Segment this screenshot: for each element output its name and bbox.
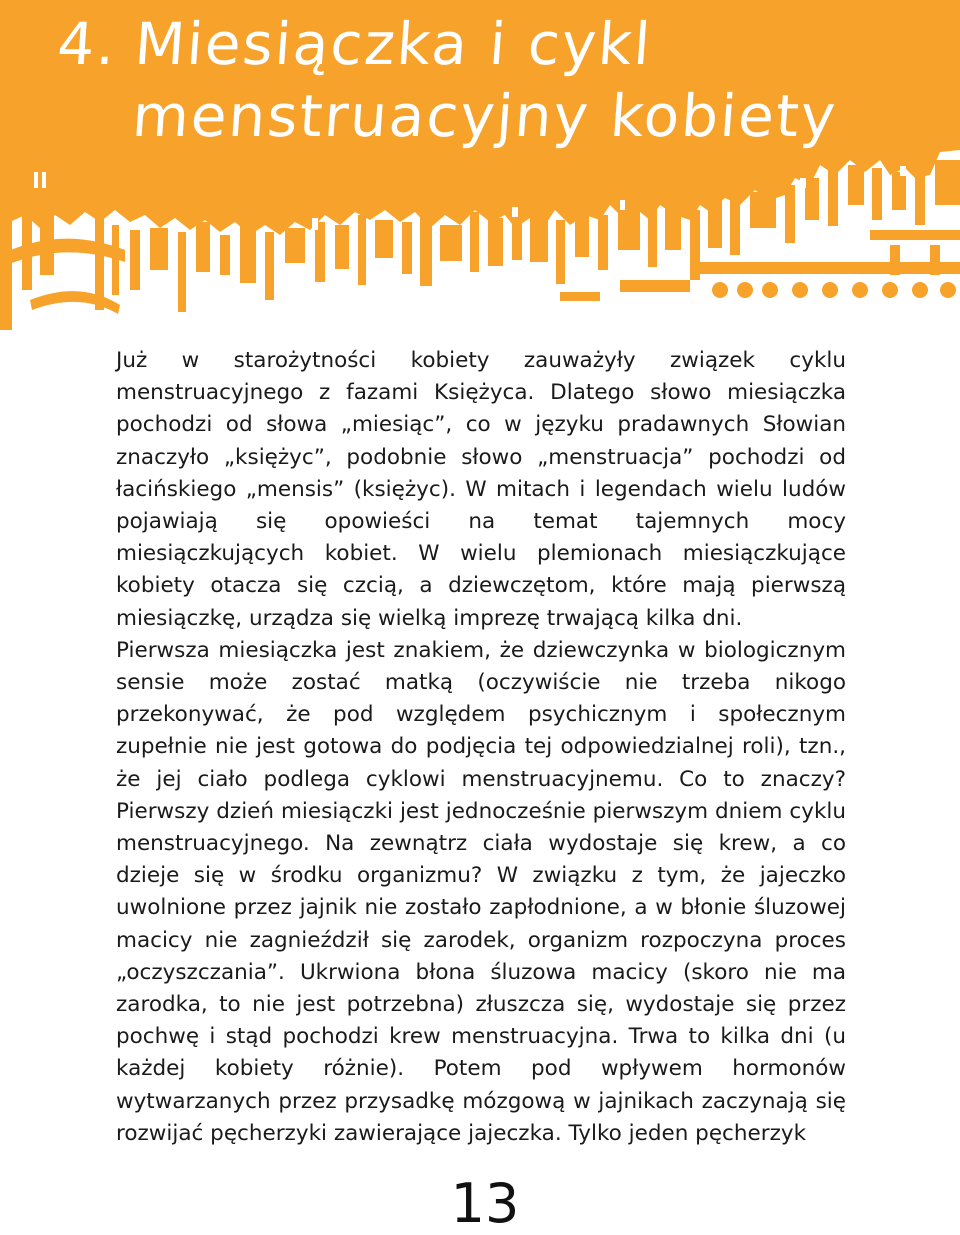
paragraph-2: Pierwsza miesiączka jest znakiem, że dziewczynka w biologicznym sensie może zostać matką (oczywiście nie trzeba nikogo przekonywać, że pod względem psychicznym i społecznym zupełnie nie jest gotowa do podjęcia tej odpowiedzialnej roli), tzn., że jej ciało podlega cyklowi menstruacyjnemu. Co to znaczy? Pierwszy dzień miesiączki jest jednocześnie pierwszym dniem cyklu menstruacyjnego. Na zewnątrz ciała wydostaje się krew, a co dzieje się w środku organizmu? W związku z tym, że jajeczko uwolnione przez jajnik nie zostało zapłodnione, a w błonie śluzowej macicy nie zagnieździł się zarodek, organizm rozpoczyna proces „oczyszczania”. Ukrwiona błona śluzowa macicy (skoro nie ma zarodka, to nie jest potrzebna) złuszcza się, wydostaje się przez pochwę i stąd pochodzi krew menstruacyjna. Trwa to kilka dni (u każdej kobiety różnie). Potem pod wpływem hormonów wytwarzanych przez przysadkę mózgową w jajnikach zaczynają się rozwijać pęcherzyki zawierające jajeczka. Tylko jeden pęcherzyk bbox=[116, 637, 846, 1146]
body-text bbox=[116, 345, 846, 1150]
chapter-title-text-1: Miesiączka i cykl bbox=[132, 10, 655, 78]
paragraph-1: Już w starożytności kobiety zauważyły związek cyklu menstruacyjnego z fazami Księżyca. Dlatego słowo miesiączka pochodzi od słowa „miesiąc”, co w języku pradawnych Słowian znaczyło „księżyc”, podobnie słowo „menstruacja” pochodzi od łacińskiego „mensis” (księżyc). W mitach i legendach wielu ludów pojawiają się opowieści na temat tajemnych mocy miesiączkujących kobiet. W wielu plemionach miesiączkujące kobiety otacza się czcią, a dziewczętom, które mają pierwszą miesiączkę, urządza się wielką imprezę trwającą kilka dni. bbox=[116, 348, 846, 631]
chapter-header bbox=[0, 0, 960, 330]
chapter-title bbox=[50, 8, 940, 152]
chapter-title-line-2: menstruacyjny kobiety bbox=[130, 82, 840, 150]
chapter-number: 4. bbox=[55, 10, 120, 78]
page-number: 13 bbox=[450, 1172, 520, 1235]
chapter-title-line-1 bbox=[55, 8, 940, 80]
